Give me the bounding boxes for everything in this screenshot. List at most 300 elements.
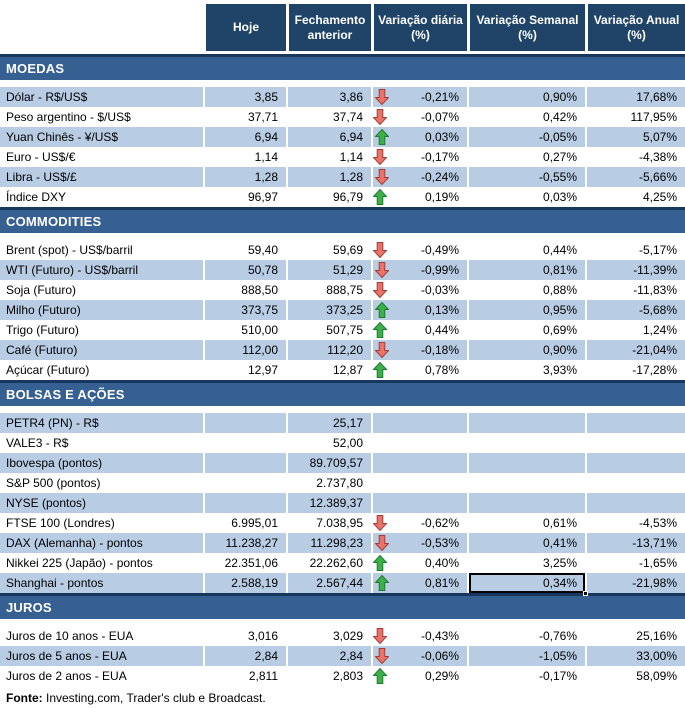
cell-value: 112,20 [327,343,363,357]
table-row [0,240,685,260]
cell-value: 50,78 [247,263,278,277]
cell-prev[interactable] [286,147,371,167]
cell-weekly[interactable] [467,187,585,207]
cell-annual[interactable] [585,473,685,493]
source-note-label: Fonte: [6,691,43,705]
cell-today[interactable] [203,533,286,553]
cell-value: 37,71 [247,110,278,124]
cell-today[interactable] [203,240,286,260]
cell-annual[interactable] [585,666,685,686]
cell-value: 12,97 [247,363,278,377]
cell-value: Dólar - R$/US$ [6,90,88,104]
cell-label[interactable] [0,127,203,147]
cell-today[interactable] [203,413,286,433]
cell-today[interactable] [203,280,286,300]
up-arrow-icon [375,129,389,145]
section-spacer-row [0,619,685,626]
cell-prev[interactable] [286,533,371,553]
cell-value: DAX (Alemanha) - pontos [6,536,143,550]
cell-prev[interactable] [286,320,371,340]
up-arrow-icon [373,362,387,378]
cell-weekly[interactable] [467,453,585,473]
cell-today[interactable] [203,107,286,127]
cell-value: 0,13% [424,303,459,317]
cell-value: 37,74 [332,110,363,124]
cell-label[interactable] [0,573,203,593]
market-data-table [0,4,685,686]
cell-value: -0,06% [420,649,459,663]
cell-prev[interactable] [286,280,371,300]
cell-today[interactable] [203,553,286,573]
column-header-prev[interactable] [286,4,371,54]
cell-weekly[interactable] [467,360,585,380]
down-arrow-icon [375,648,389,664]
cell-value: 0,78% [424,363,459,377]
cell-label[interactable] [0,413,203,433]
cell-annual[interactable] [585,513,685,533]
source-note [0,686,685,705]
cell-today[interactable] [203,453,286,473]
cell-label[interactable] [0,340,203,360]
table-row [0,167,685,187]
cell-weekly[interactable] [467,320,585,340]
cell-prev[interactable] [286,260,371,280]
cell-annual[interactable] [585,646,685,666]
cell-annual[interactable] [585,147,685,167]
cell-value: 0,61% [542,516,577,530]
column-header-weekly[interactable] [467,4,585,54]
cell-value: Shanghai - pontos [6,576,104,590]
cell-value: 3,029 [332,629,363,643]
cell-value: 22.351,06 [224,556,278,570]
cell-value: 507,75 [326,323,363,337]
cell-label[interactable] [0,187,203,207]
cell-annual[interactable] [585,167,685,187]
cell-daily[interactable] [371,493,467,513]
cell-label[interactable] [0,433,203,453]
cell-value: 2.567,44 [316,576,363,590]
cell-prev[interactable] [286,413,371,433]
cell-annual[interactable] [585,260,685,280]
cell-today[interactable] [203,300,286,320]
cell-daily[interactable] [371,453,467,473]
cell-today[interactable] [203,573,286,593]
cell-daily[interactable] [371,646,467,666]
column-header-daily[interactable] [371,4,467,54]
cell-prev[interactable] [286,127,371,147]
cell-value: 2.588,19 [231,576,278,590]
cell-value: NYSE (pontos) [6,496,87,510]
cell-label[interactable] [0,626,203,646]
cell-daily[interactable] [371,187,467,207]
cell-value: -0,55% [538,170,577,184]
cell-value: 51,29 [332,263,363,277]
table-row [0,300,685,320]
cell-annual[interactable] [585,87,685,107]
cell-value: 373,75 [241,303,278,317]
cell-daily[interactable] [371,533,467,553]
cell-daily[interactable] [371,473,467,493]
cell-label[interactable] [0,147,203,167]
cell-annual[interactable] [585,453,685,473]
cell-today[interactable] [203,473,286,493]
cell-label[interactable] [0,87,203,107]
table-row [0,513,685,533]
cell-weekly[interactable] [467,167,585,187]
cell-value: 0,44% [542,243,577,257]
cell-value: -0,03% [420,283,459,297]
cell-prev[interactable] [286,340,371,360]
cell-daily[interactable] [371,107,467,127]
cell-weekly[interactable] [467,340,585,360]
cell-weekly[interactable] [467,433,585,453]
down-arrow-icon [375,342,389,358]
cell-value: Euro - US$/€ [6,150,76,164]
table-row [0,107,685,127]
cell-value: 0,42% [542,110,577,124]
cell-today[interactable] [203,666,286,686]
down-arrow-icon [373,515,387,531]
cell-annual[interactable] [585,433,685,453]
cell-weekly[interactable] [467,513,585,533]
cell-value: Yuan Chinês - ¥/US$ [6,130,119,144]
column-header-label: Variação Anual (%) [593,12,680,42]
column-header-label: Variação diária (%) [378,12,463,42]
table-row [0,553,685,573]
up-arrow-icon [373,555,387,571]
cell-value: 0,81% [424,576,459,590]
cell-weekly[interactable] [467,87,585,107]
table-row [0,340,685,360]
cell-label[interactable] [0,360,203,380]
cell-annual[interactable] [585,573,685,593]
column-header-label: Variação Semanal (%) [476,12,579,42]
down-arrow-icon [375,535,389,551]
section-spacer [0,80,685,87]
cell-value: 1,14 [254,150,278,164]
cell-value: Peso argentino - $/US$ [6,110,131,124]
cell-value: VALE3 - R$ [6,436,69,450]
cell-daily[interactable] [371,260,467,280]
cell-label[interactable] [0,473,203,493]
cell-value: 3,93% [542,363,577,377]
cell-value: 112,00 [242,343,278,357]
table-row [0,573,685,593]
cell-daily[interactable] [371,360,467,380]
cell-prev[interactable] [286,646,371,666]
down-arrow-icon [373,149,387,165]
cell-daily[interactable] [371,573,467,593]
cell-value: S&P 500 (pontos) [6,476,101,490]
cell-daily[interactable] [371,167,467,187]
cell-annual[interactable] [585,320,685,340]
cell-value: 0,40% [424,556,459,570]
cell-value: 3,016 [247,629,278,643]
table-body [0,54,685,686]
cell-value: 11.298,23 [310,536,363,550]
cell-annual[interactable] [585,240,685,260]
cell-label[interactable] [0,513,203,533]
cell-value: -1,05% [538,649,577,663]
cell-daily[interactable] [371,513,467,533]
fill-handle[interactable] [583,591,588,596]
cell-label[interactable] [0,300,203,320]
cell-today[interactable] [203,127,286,147]
table-row [0,187,685,207]
cell-daily[interactable] [371,433,467,453]
cell-value: 0,69% [542,323,577,337]
table-row [0,433,685,453]
cell-annual[interactable] [585,280,685,300]
cell-value: Libra - US$/£ [6,170,77,184]
cell-label[interactable] [0,453,203,473]
cell-value: 52,00 [332,436,363,450]
column-header-today[interactable] [203,4,286,54]
cell-value: 373,25 [326,303,363,317]
cell-prev[interactable] [286,666,371,686]
cell-value: Índice DXY [6,190,67,204]
cell-value: 59,40 [247,243,278,257]
cell-weekly[interactable] [467,280,585,300]
cell-annual[interactable] [585,533,685,553]
cell-weekly[interactable] [467,413,585,433]
cell-value: 0,44% [424,323,459,337]
cell-value: 888,50 [241,283,278,297]
cell-weekly[interactable] [467,493,585,513]
cell-prev[interactable] [286,453,371,473]
cell-daily[interactable] [371,300,467,320]
cell-today[interactable] [203,87,286,107]
cell-value: 1,28 [254,170,278,184]
cell-value: 12,87 [332,363,363,377]
cell-prev[interactable] [286,107,371,127]
table-row [0,626,685,646]
cell-value: Café (Futuro) [6,343,78,357]
cell-value: 1,28 [339,170,363,184]
cell-today[interactable] [203,493,286,513]
cell-weekly[interactable] [467,260,585,280]
section-band-moedas[interactable] [0,54,685,80]
cell-value: 3,85 [254,90,278,104]
cell-label[interactable] [0,320,203,340]
cell-today[interactable] [203,513,286,533]
cell-daily[interactable] [371,240,467,260]
cell-value: 7.038,95 [316,516,363,530]
cell-value: Juros de 2 anos - EUA [6,669,127,683]
cell-label[interactable] [0,260,203,280]
table-row [0,646,685,666]
cell-weekly[interactable] [467,626,585,646]
cell-value: Juros de 10 anos - EUA [6,629,134,643]
cell-value: 0,90% [542,343,577,357]
cell-label[interactable] [0,533,203,553]
cell-value: 0,88% [542,283,577,297]
cell-today[interactable] [203,147,286,167]
up-arrow-icon [373,668,387,684]
table-row [0,127,685,147]
down-arrow-icon [373,109,387,125]
cell-value: 33,00% [636,649,677,663]
cell-value: 0,03% [424,130,459,144]
section-title: COMMODITIES [6,214,102,229]
cell-today[interactable] [203,260,286,280]
cell-value: -0,43% [420,629,459,643]
cell-today[interactable] [203,433,286,453]
cell-value: -21,98% [632,576,677,590]
table-row [0,360,685,380]
section-band-juros[interactable] [0,593,685,619]
cell-weekly[interactable] [467,473,585,493]
section-spacer-row [0,80,685,87]
cell-value: -5,66% [638,170,677,184]
cell-annual[interactable] [585,340,685,360]
cell-label[interactable] [0,553,203,573]
cell-value: Brent (spot) - US$/barril [6,243,133,257]
cell-daily[interactable] [371,280,467,300]
cell-value: 0,29% [424,669,459,683]
cell-today[interactable] [203,646,286,666]
cell-weekly[interactable] [467,240,585,260]
cell-prev[interactable] [286,300,371,320]
cell-annual[interactable] [585,107,685,127]
cell-value: -0,99% [420,263,459,277]
cell-daily[interactable] [371,147,467,167]
cell-value: -13,71% [632,536,677,550]
cell-value: 12.389,37 [309,496,363,510]
down-arrow-icon [375,89,389,105]
cell-value: -0,24% [420,170,459,184]
cell-value: 96,79 [332,190,363,204]
cell-label[interactable] [0,646,203,666]
section-spacer [0,619,685,626]
cell-value: 2,84 [254,649,278,663]
cell-today[interactable] [203,360,286,380]
cell-value: 0,19% [424,190,459,204]
cell-value: -0,53% [420,536,459,550]
cell-prev[interactable] [286,626,371,646]
cell-value: 22.262,60 [309,556,363,570]
cell-daily[interactable] [371,553,467,573]
cell-annual[interactable] [585,493,685,513]
cell-daily[interactable] [371,127,467,147]
cell-value: 0,95% [542,303,577,317]
cell-prev[interactable] [286,573,371,593]
cell-weekly[interactable] [467,553,585,573]
cell-prev[interactable] [286,187,371,207]
cell-daily[interactable] [371,340,467,360]
cell-value: -0,17% [420,150,459,164]
cell-daily[interactable] [371,320,467,340]
cell-value: 6.995,01 [231,516,278,530]
cell-value: -0,18% [420,343,459,357]
cell-prev[interactable] [286,167,371,187]
cell-today[interactable] [203,167,286,187]
column-header-annual[interactable] [585,4,685,54]
cell-value: 2,803 [332,669,363,683]
cell-value: -11,83% [633,283,677,297]
cell-annual[interactable] [585,300,685,320]
cell-annual[interactable] [585,187,685,207]
cell-value: 1,24% [642,323,677,337]
table-row [0,413,685,433]
cell-weekly[interactable] [467,300,585,320]
cell-weekly[interactable] [467,666,585,686]
cell-label[interactable] [0,280,203,300]
cell-prev[interactable] [286,493,371,513]
cell-value: -4,38% [638,150,677,164]
cell-value: 2.737,80 [316,476,363,490]
cell-today[interactable] [203,340,286,360]
cell-weekly[interactable] [467,573,585,593]
cell-value: 0,27% [542,150,577,164]
cell-label[interactable] [0,167,203,187]
cell-annual[interactable] [585,360,685,380]
cell-value: 3,86 [339,90,363,104]
cell-weekly[interactable] [467,147,585,167]
up-arrow-icon [375,575,389,591]
cell-value: PETR4 (PN) - R$ [6,416,99,430]
cell-daily[interactable] [371,626,467,646]
cell-today[interactable] [203,320,286,340]
cell-weekly[interactable] [467,127,585,147]
cell-annual[interactable] [585,413,685,433]
cell-daily[interactable] [371,413,467,433]
column-header-label [0,4,203,54]
cell-prev[interactable] [286,473,371,493]
cell-label[interactable] [0,666,203,686]
cell-weekly[interactable] [467,107,585,127]
cell-value: 0,41% [542,536,577,550]
cell-value: Trigo (Futuro) [6,323,79,337]
cell-prev[interactable] [286,87,371,107]
cell-annual[interactable] [585,553,685,573]
cell-weekly[interactable] [467,646,585,666]
cell-label[interactable] [0,107,203,127]
cell-daily[interactable] [371,87,467,107]
cell-label[interactable] [0,240,203,260]
section-band-commodities[interactable] [0,207,685,233]
cell-annual[interactable] [585,626,685,646]
cell-annual[interactable] [585,127,685,147]
cell-prev[interactable] [286,553,371,573]
cell-value: 58,09% [636,669,677,683]
cell-weekly[interactable] [467,533,585,553]
table-row [0,280,685,300]
cell-label[interactable] [0,493,203,513]
down-arrow-icon [373,282,387,298]
section-band-bolsas-e-acoes[interactable] [0,380,685,406]
cell-daily[interactable] [371,666,467,686]
section-spacer [0,406,685,413]
cell-prev[interactable] [286,433,371,453]
column-header-label: Fechamento anterior [294,12,366,42]
cell-value: Juros de 5 anos - EUA [6,649,127,663]
cell-value: WTI (Futuro) - US$/barril [6,263,139,277]
section-spacer-row [0,406,685,413]
cell-value: 0,90% [542,90,577,104]
up-arrow-icon [373,322,387,338]
cell-prev[interactable] [286,240,371,260]
cell-today[interactable] [203,626,286,646]
cell-today[interactable] [203,187,286,207]
cell-prev[interactable] [286,513,371,533]
cell-value: -0,76% [538,629,577,643]
cell-value: -11,39% [633,263,677,277]
cell-value: -17,28% [632,363,677,377]
cell-value: 25,16% [636,629,677,643]
cell-prev[interactable] [286,360,371,380]
cell-value: 17,68% [636,90,677,104]
